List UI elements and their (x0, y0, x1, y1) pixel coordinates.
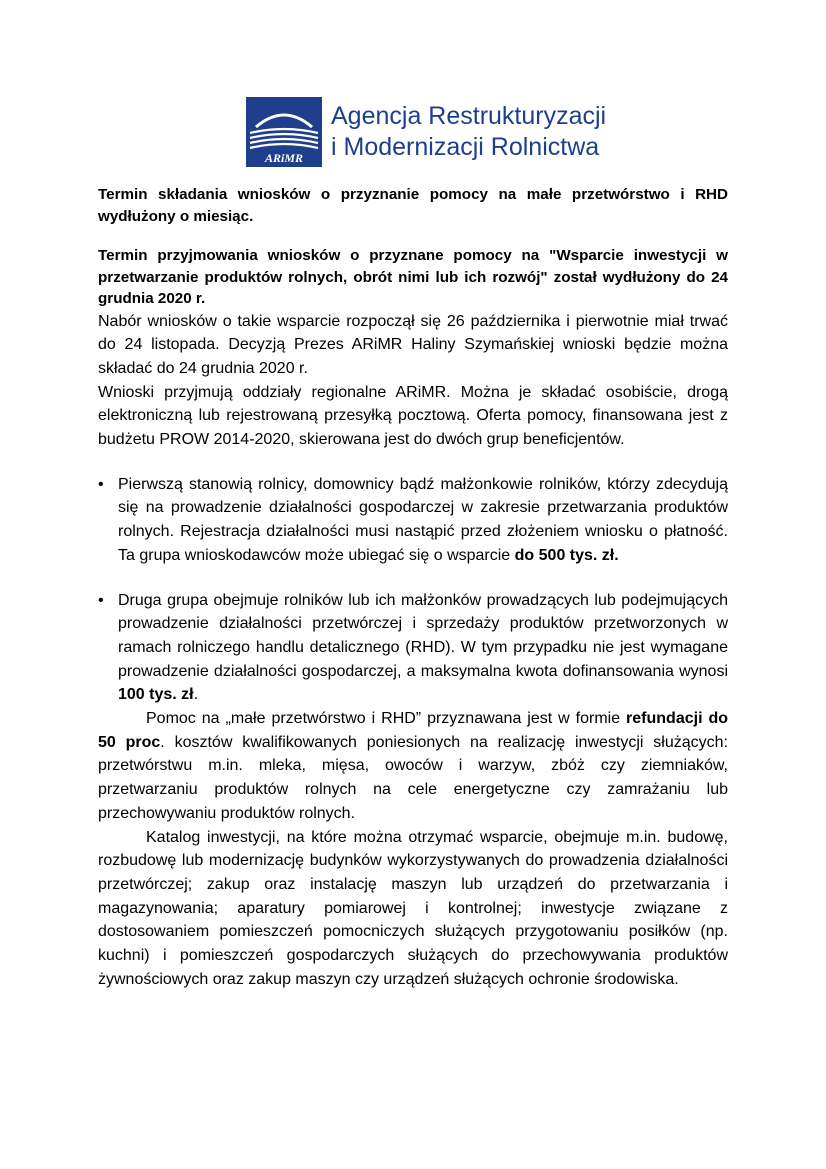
paragraph-3-text-b: . kosztów kwalifikowanych poniesionych na realizację inwestycji służących: przetwórstwu m.in. mleka, mięsa, owoców i warzyw, zbóż czy ziemniaków, przetwarzaniu produktów rolnych na cele energetyczne czy zamrażaniu lub przechowywaniu produktów rolnych. (98, 733, 728, 822)
list-item-end: . (193, 686, 199, 704)
arimr-logo (246, 97, 607, 167)
list-item-amount: 100 tys. zł (118, 686, 194, 704)
logo-line-1: Agencja Restrukturyzacji (331, 102, 607, 130)
list-item-text: Druga grupa obejmuje rolników lub ich małżonków prowadzących lub podejmujących prowadzenie działalności przetwórczej i sprzedaży produktów przetworzonych w ramach rolniczego handlu detalicznego (RHD). W tym przypadku nie jest wymagane prowadzenie działalności gospodarczej, a maksymalna kwota dofinansowania wynosi (118, 591, 728, 680)
beneficiary-list (98, 473, 728, 707)
arimr-logo-mark (246, 97, 322, 167)
paragraph-2: Wnioski przyjmują oddziały regionalne ARiMR. Można je składać osobiście, drogą elektroniczną lub rejestrowaną przesyłką pocztową. Oferta pomocy, finansowana jest z budżetu PROW 2014-2020, skierowana jest do dwóch grup beneficjentów. (98, 383, 728, 449)
bullet-icon: • (98, 475, 104, 493)
paragraph-4: Katalog inwestycji, na które można otrzymać wsparcie, obejmuje m.in. budowę, rozbudowę lub modernizację budynków wykorzystywanych do prowadzenia działalności przetwórczej; zakup oraz instalację maszyn lub urządzeń do przetwarzania i magazynowania; aparatury pomiarowej i kontrolnej; inwestycje związane z dostosowaniem pomieszczeń pomocniczych służących przygotowaniu posiłków (np. kuchni) i pomieszczeń gospodarczych służących do przechowywania produktów żywnościowych oraz zakup maszyn czy urządzeń służących ochronie środowiska. (98, 828, 728, 988)
paragraph-3-text-a: Pomoc na „małe przetwórstwo i RHD” przyznawana jest w formie (146, 710, 627, 728)
paragraph-3-bold: refundacji do 50 proc (98, 710, 729, 751)
list-item-amount: do 500 tys. zł. (514, 546, 619, 564)
logo-mark-text: ARiMR (264, 151, 304, 165)
paragraph-3 (98, 707, 728, 826)
list-item (98, 473, 728, 568)
list-item-text: Pierwszą stanowią rolnicy, domownicy bądź małżonkowie rolników, którzy zdecydują się na prowadzenie działalności gospodarczej w zakresie przetwarzania produktów rolnych. Rejestracja działalności musi nastąpić przed złożeniem wniosku o płatność. Ta grupa wnioskodawców może ubiegać się o wsparcie (118, 475, 728, 564)
logo-wordmark (331, 101, 606, 163)
document-body (98, 184, 728, 991)
bullet-icon: • (98, 591, 104, 609)
paragraph-1: Nabór wniosków o takie wsparcie rozpoczął się 26 października i pierwotnie miał trwać do 24 listopada. Decyzją Prezes ARiMR Haliny Szymańskiej wnioski będzie można składać do 24 grudnia 2020 r. (98, 312, 728, 377)
subheadline: Termin przyjmowania wniosków o przyznane pomocy na "Wsparcie inwestycji w przetwarzanie produktów rolnych, obrót nimi lub ich rozwój" został wydłużony do 24 grudnia 2020 r. (98, 247, 728, 307)
logo-line-2: i Modernizacji Rolnictwa (331, 133, 600, 161)
list-item (98, 589, 728, 708)
headline: Termin składania wniosków o przyznanie pomocy na małe przetwórstwo i RHD wydłużony o miesiąc. (98, 186, 728, 225)
